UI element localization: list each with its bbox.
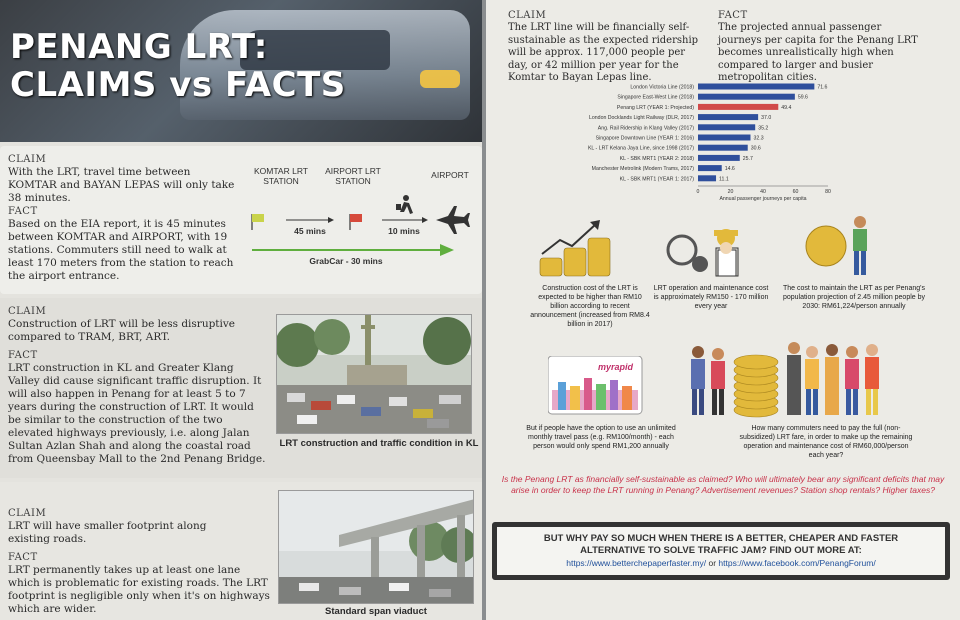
- website-link[interactable]: https://www.betterchepaperfaster.my/: [566, 558, 707, 568]
- per-person-cost-text: The cost to maintain the LRT as per Penang's population projection of 2.45 million people by 2030: RM61,224/person annually: [782, 285, 926, 310]
- viaduct-photo-graphic: [279, 491, 474, 604]
- fact-label: FACT: [8, 350, 38, 361]
- cta-line-2: ALTERNATIVE TO SOLVE TRAFFIC JAM? FIND OUT MORE AT:: [580, 545, 862, 556]
- chart-bar: [698, 135, 750, 141]
- myrapid-card: [548, 356, 644, 420]
- chart-category-label: KL - SBK MRT1 (YEAR 2: 2018): [619, 155, 694, 162]
- chart-tick-label: 60: [792, 189, 799, 195]
- chart-category-label: Singapore East-West Line (2018): [617, 94, 694, 101]
- gears-worker-icon: [662, 220, 752, 282]
- header-banner: [0, 0, 482, 142]
- chart-value-label: 71.6: [817, 84, 828, 91]
- chart-category-label: London Victoria Line (2018): [630, 84, 694, 91]
- train-headlight: [420, 70, 460, 88]
- cta-line-1: BUT WHY PAY SO MUCH WHEN THERE IS A BETTER, CHEAPER AND FASTER: [543, 533, 899, 544]
- construction-cost-text: Construction cost of the LRT is expected to be higher than RM10 billion according to recent announcement (increased from RM8.4 billion in 2017): [530, 285, 650, 328]
- monthly-pass-text: But if people have the option to use an unlimited monthly travel pass (e.g. RM100/month) - each person would only spend RM1,200 annually: [526, 425, 676, 450]
- travel-diagram-graphics: [246, 162, 478, 262]
- chart-value-label: 59.6: [797, 94, 808, 101]
- chart-bar: [698, 104, 778, 110]
- viaduct-photo-caption: Standard span viaduct: [325, 606, 427, 617]
- chart-value-label: 14.6: [724, 166, 735, 173]
- chart-category-label: Penang LRT (YEAR 1: Projected): [616, 104, 694, 111]
- airport-station-label: AIRPORT LRT STATION: [325, 166, 381, 186]
- airplane-icon: [436, 206, 470, 234]
- claim-label: CLAIM: [8, 508, 47, 519]
- construction-photo-caption: LRT construction and traffic condition in KL: [279, 438, 479, 449]
- chart-bar: [698, 155, 740, 161]
- chart-value-label: 25.7: [742, 155, 753, 162]
- claim-construction: [0, 298, 482, 478]
- claim-text: With the LRT, travel time between KOMTAR and BAYAN LEPAS will only take 38 minutes.: [8, 166, 235, 204]
- operation-cost-text: LRT operation and maintenance cost is approximately RM150 - 170 million every year: [653, 285, 769, 310]
- right-claim-label: CLAIM: [508, 10, 547, 21]
- myrapid-logo-text: myrapid: [598, 362, 634, 372]
- commuters-coins-icon: [686, 332, 896, 426]
- fact-label: FACT: [8, 552, 38, 563]
- claim-text: LRT will have smaller footprint along existing roads.: [8, 520, 207, 545]
- chart-bar: [698, 145, 748, 151]
- komtar-station-label: KOMTAR LRT STATION: [254, 166, 308, 186]
- leg1-duration: 45 mins: [294, 226, 326, 236]
- chart-category-label: Ang. Rail Ridership in Klang Valley (2017): [597, 125, 694, 132]
- page-title: PENANG LRT: CLAIMS vs FACTS: [10, 27, 346, 105]
- fact-text: LRT construction in KL and Greater Klang Valley did cause significant traffic disruption. It will also happen in Penang for at least 5 to 7 years during the construction of LRT. It would be similar to the construction of the two elevated highways previously, i.e. along Jalan Sultan Azlan Shah and along the coastal road from Queensbay Mall to the 2nd Penang Bridge.: [8, 362, 266, 465]
- grabcar-duration: GrabCar - 30 mins: [309, 256, 383, 266]
- construction-photo: [276, 314, 472, 434]
- red-flag-icon: [350, 214, 362, 230]
- chart-category-label: London Docklands Light Railway (DLR, 2017): [589, 115, 694, 122]
- chart-bar: [698, 175, 716, 181]
- right-claim-text: The LRT line will be financially self-sustainable as the expected ridership will be approx. 117,000 people per day, or 42 million per year for the Komtar to Bayan Lepas line.: [508, 22, 699, 83]
- viaduct-photo: [278, 490, 474, 604]
- chart-tick-label: 80: [825, 189, 831, 195]
- green-flag-icon: [252, 214, 264, 230]
- coin-person-icon: [804, 212, 884, 282]
- claim-label: CLAIM: [8, 306, 47, 317]
- chart-x-axis-label: Annual passenger journeys per capita: [719, 196, 807, 202]
- chart-tick-label: 0: [696, 189, 700, 195]
- fact-text: LRT permanently takes up at least one lane which is problematic for existing roads. The LRT footprint is negligible only when it's on highways which are wider.: [8, 564, 270, 615]
- financial-question: Is the Penang LRT as financially self-sustainable as claimed? Who will ultimately bear any significant deficits that may arise in order to keep the LRT running in Penang? Advertisement revenues? Station shop rentals? Higher taxes?: [501, 474, 945, 495]
- fact-label: FACT: [8, 206, 38, 217]
- chart-value-label: 35.2: [758, 125, 769, 132]
- cta-links: [497, 558, 945, 568]
- travel-diagram: [246, 162, 478, 266]
- claim-text: Construction of LRT will be less disruptive compared to TRAM, BRT, ART.: [8, 318, 236, 343]
- commuters-question-text: How many commuters need to pay the full (non-subsidized) LRT fare, in order to make up the remaining operation and maintenance cost of RM60,000/person each year?: [739, 425, 913, 459]
- chart-category-label: Manchester Metrolink (Modern Trams, 2017): [591, 166, 694, 173]
- airport-label: AIRPORT: [431, 170, 469, 180]
- claim-label: CLAIM: [8, 154, 47, 165]
- leg2-duration: 10 mins: [388, 226, 420, 236]
- right-fact-label: FACT: [718, 10, 748, 21]
- chart-bar: [698, 114, 758, 120]
- right-fact-text: The projected annual passenger journeys per capita for the Penang LRT becomes unrealistically high when compared to larger and busier metropolitan cities.: [718, 22, 918, 83]
- walking-person-icon: [396, 195, 413, 214]
- facebook-link[interactable]: https://www.facebook.com/PenangForum/: [718, 558, 876, 568]
- chart-category-label: KL - LRT Kelana Jaya Line, since 1998 (2017): [587, 145, 694, 152]
- fact-text: Based on the EIA report, it is 45 minutes between KOMTAR and AIRPORT, with 19 stations. Commuters still need to walk at least 170 meters from the station to reach the airport entrance.: [8, 218, 234, 282]
- chart-value-label: 11.1: [719, 176, 729, 183]
- chart-category-label: KL - SBK MRT1 (YEAR 1: 2017): [619, 176, 694, 183]
- right-page: [486, 0, 960, 620]
- construction-photo-graphic: [277, 315, 472, 434]
- chart-bar: [698, 84, 814, 90]
- chart-bar: [698, 94, 795, 100]
- chart-bar: [698, 165, 722, 171]
- chart-category-label: Singapore Downtown Line (YEAR 1: 2016): [595, 135, 694, 142]
- chart-tick-label: 40: [760, 189, 766, 195]
- chart-value-label: 49.4: [781, 104, 792, 111]
- or-text: or: [708, 558, 717, 568]
- call-to-action-box: [492, 522, 950, 580]
- coins-growth-icon: [538, 218, 618, 282]
- chart-value-label: 37.0: [761, 115, 772, 122]
- claim-travel-time: [0, 146, 482, 294]
- chart-bar: [698, 124, 755, 130]
- chart-tick-label: 20: [727, 189, 734, 195]
- claim-footprint: [0, 482, 482, 620]
- ridership-chart: [486, 76, 960, 216]
- chart-value-label: 30.6: [750, 145, 761, 152]
- chart-value-label: 32.3: [753, 135, 764, 142]
